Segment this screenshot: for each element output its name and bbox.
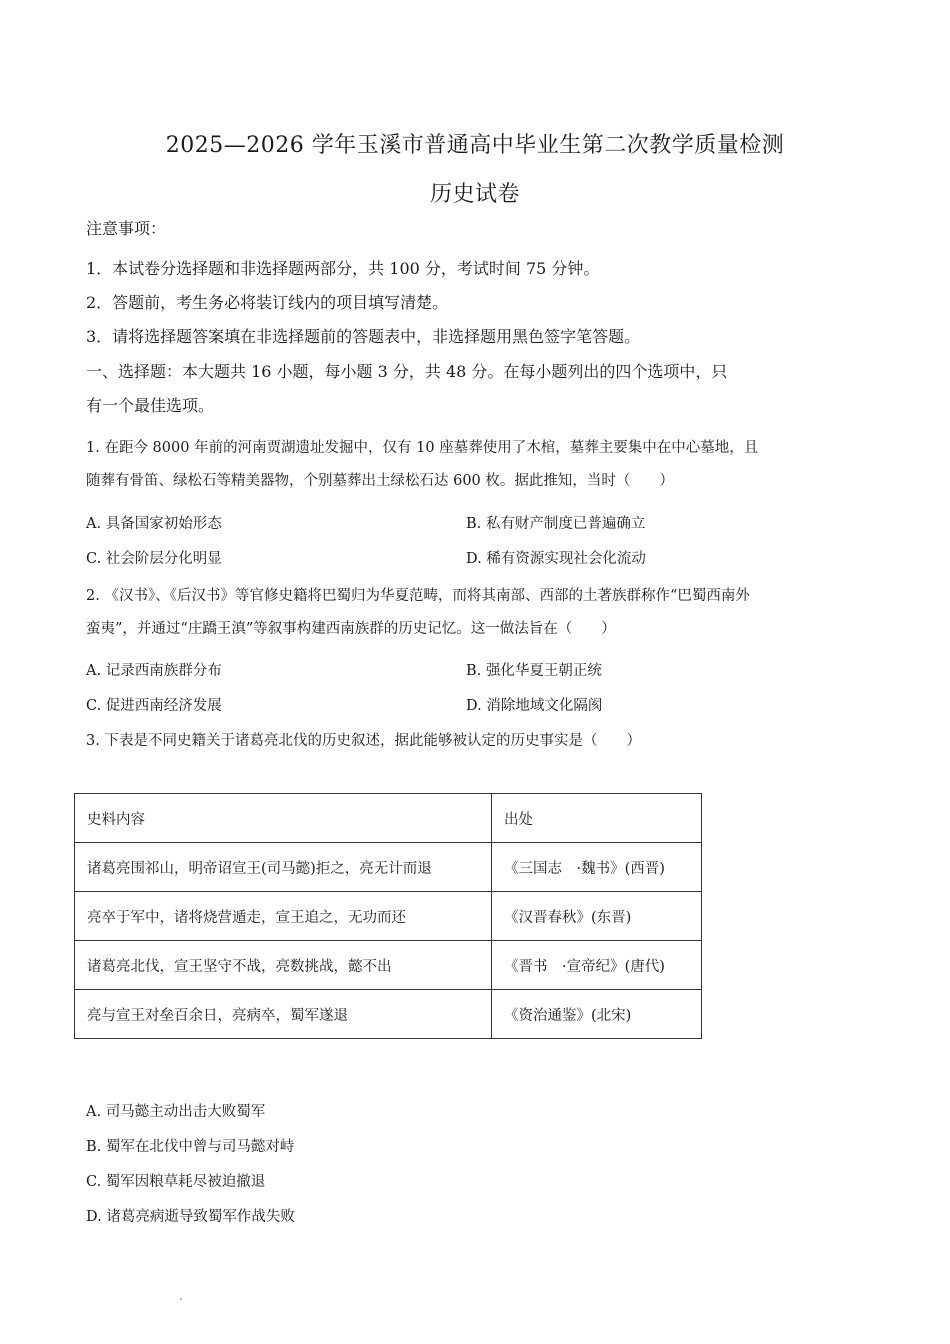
table-cell-content: 诸葛亮围祁山，明帝诏宣王(司马懿)拒之，亮无计而退 [75, 843, 492, 892]
question-3-option-c: C. 蜀军因粮草耗尽被迫撤退 [86, 1174, 266, 1190]
table-header-row [75, 794, 702, 843]
table-row [75, 990, 702, 1039]
question-2-option-a: A. 记录西南族群分布 [86, 663, 222, 679]
question-1-option-c: C. 社会阶层分化明显 [86, 551, 222, 567]
table-cell-source: 《资治通鉴》(北宋) [492, 990, 702, 1039]
exam-subtitle: 历史试卷 [429, 182, 520, 207]
question-3-option-a: A. 司马懿主动出击大败蜀军 [86, 1104, 266, 1120]
question-2-option-d: D. 消除地域文化隔阂 [466, 698, 603, 714]
source-table [74, 793, 702, 1039]
table-row [75, 843, 702, 892]
table-cell-source: 《汉晋春秋》(东晋) [492, 892, 702, 941]
table-header-source: 出处 [492, 794, 702, 843]
note-item-2: 2．答题前，考生务必将装订线内的项目填写清楚。 [86, 293, 449, 312]
table-row [75, 892, 702, 941]
note-item-3: 3．请将选择题答案填在非选择题前的答题表中，非选择题用黑色签字笔答题。 [86, 327, 641, 346]
table-row [75, 941, 702, 990]
table-cell-content: 诸葛亮北伐，宣王坚守不战，亮数挑战，懿不出 [75, 941, 492, 990]
section-instructions-line-2: 有一个最佳选项。 [86, 396, 215, 415]
question-1-option-d: D. 稀有资源实现社会化流动 [466, 551, 646, 567]
question-1-stem-line-2: 随葬有骨笛、绿松石等精美器物，个别墓葬出土绿松石达 600 枚。据此推知，当时（ ） [86, 473, 674, 489]
question-2-stem-line-1: 2. 《汉书》、《后汉书》等官修史籍将巴蜀归为华夏范畴，而将其南部、西部的土著族群称作“巴蜀西南外 [86, 588, 750, 604]
question-3-option-b: B. 蜀军在北伐中曾与司马懿对峙 [86, 1139, 295, 1155]
question-1-stem-line-1: 1. 在距今 8000 年前的河南贾湖遗址发掘中，仅有 10 座墓葬使用了木棺，墓葬主要集中在中心墓地，且 [86, 440, 759, 456]
notes-heading: 注意事项： [86, 219, 167, 238]
question-1-option-a: A. 具备国家初始形态 [86, 516, 222, 532]
note-item-1: 1．本试卷分选择题和非选择题两部分，共 100 分，考试时间 75 分钟。 [86, 259, 600, 278]
question-2-option-b: B. 强化华夏王朝正统 [466, 663, 602, 679]
section-instructions-line-1: 一、选择题：本大题共 16 小题，每小题 3 分，共 48 分。在每小题列出的四个选项中，只 [86, 362, 728, 381]
question-2-option-c: C. 促进西南经济发展 [86, 698, 222, 714]
page-speck [180, 1298, 182, 1300]
table-cell-source: 《三国志 ·魏书》(西晋) [492, 843, 702, 892]
table-cell-content: 亮卒于军中，诸将烧营遁走，宣王追之，无功而还 [75, 892, 492, 941]
exam-title: 2025—2026 学年玉溪市普通高中毕业生第二次教学质量检测 [165, 133, 785, 158]
question-2-stem-line-2: 蛮夷”，并通过“庄蹻王滇”等叙事构建西南族群的历史记忆。这一做法旨在（ ） [86, 621, 616, 637]
table-cell-content: 亮与宣王对垒百余日，亮病卒，蜀军遂退 [75, 990, 492, 1039]
question-3-stem: 3. 下表是不同史籍关于诸葛亮北伐的历史叙述，据此能够被认定的历史事实是（ ） [86, 733, 641, 749]
question-1-option-b: B. 私有财产制度已普遍确立 [466, 516, 646, 532]
table-cell-source: 《晋书 ·宣帝纪》(唐代) [492, 941, 702, 990]
table-header-content: 史料内容 [75, 794, 492, 843]
question-3-option-d: D. 诸葛亮病逝导致蜀军作战失败 [86, 1209, 295, 1225]
